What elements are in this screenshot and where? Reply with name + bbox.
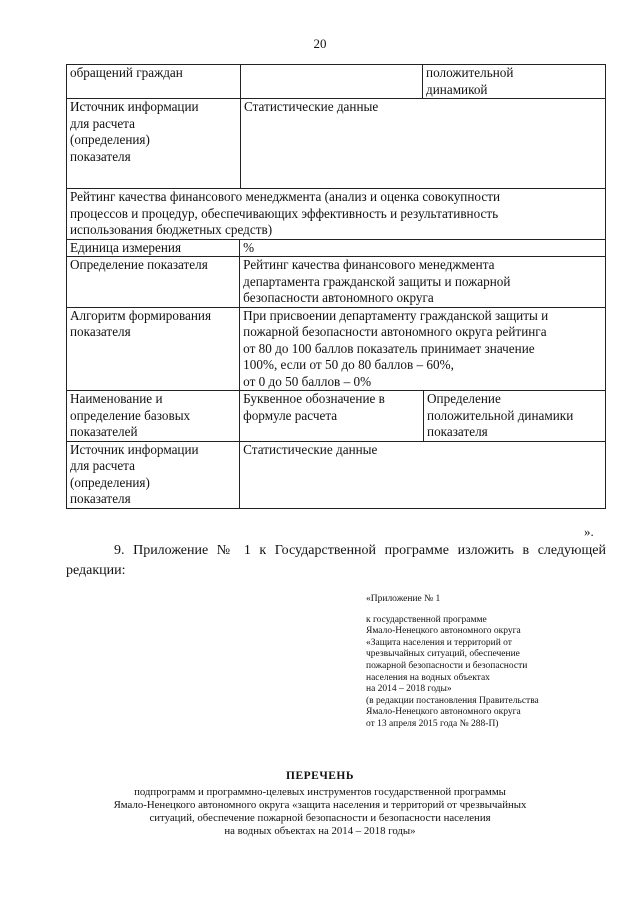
cell-text: динамикой xyxy=(426,81,488,97)
cell-text: для расчета xyxy=(70,115,135,131)
cell-text: 100%, если от 50 до 80 баллов – 60%, xyxy=(243,357,454,372)
appendix-line: пожарной безопасности и безопасности xyxy=(366,660,528,671)
cell-text: положительной xyxy=(426,65,514,80)
cell-text: от 0 до 50 баллов – 0% xyxy=(243,373,372,389)
table-title-cell xyxy=(67,189,606,240)
appendix-line: от 13 апреля 2015 года № 288-П) xyxy=(366,718,499,729)
table-row xyxy=(67,441,606,508)
cell-text: Наименование и xyxy=(70,391,163,406)
cell-text: процессов и процедур, обеспечивающих эффективность и результативность xyxy=(70,205,499,221)
cell-text: Рейтинг качества финансового менеджмента (анализ и оценка совокупности xyxy=(70,189,501,204)
table-cell xyxy=(67,65,241,99)
cell-text: определение базовых xyxy=(70,407,191,423)
table-cell xyxy=(67,99,241,189)
table-cell: Статистические данные xyxy=(240,441,606,508)
table-cell xyxy=(67,441,240,508)
table-cell xyxy=(241,99,606,189)
table-row xyxy=(67,391,606,442)
cell-text: Источник информации xyxy=(70,99,199,114)
closing-quote: ». xyxy=(584,524,594,539)
page-number: 20 xyxy=(313,36,327,51)
cell-text: показателя xyxy=(70,324,131,339)
table-cell xyxy=(67,307,240,391)
cell-text: Буквенное обозначение в xyxy=(243,391,385,406)
table-row xyxy=(67,307,606,391)
table-cell xyxy=(423,65,606,99)
cell-text: Источник информации xyxy=(70,441,199,457)
cell-text: от 80 до 100 баллов показатель принимает значение xyxy=(243,340,535,356)
table-cell xyxy=(241,65,423,99)
table-row xyxy=(67,65,606,99)
table-row xyxy=(67,257,606,308)
cell-text: Алгоритм формирования xyxy=(70,307,212,323)
subtitle-line: на водных объектах на 2014 – 2018 годы» xyxy=(224,825,416,837)
appendix-header xyxy=(366,594,606,731)
table-cell: Определение показателя xyxy=(67,257,240,308)
indicator-table xyxy=(66,188,606,509)
appendix-line: к государственной программе xyxy=(366,614,487,625)
list-title: ПЕРЕЧЕНЬ xyxy=(286,770,354,782)
cell-text: Определение xyxy=(427,391,501,406)
table-row xyxy=(67,239,606,257)
appendix-line: на 2014 – 2018 годы» xyxy=(366,684,452,695)
appendix-line: «Приложение № 1 xyxy=(366,594,441,604)
list-subtitle xyxy=(80,786,560,838)
table-cell xyxy=(424,391,606,442)
table-row xyxy=(67,189,606,240)
cell-text: безопасности автономного округа xyxy=(243,290,434,305)
table-cell xyxy=(240,307,606,391)
cell-text: показателя xyxy=(427,424,488,439)
table-cell xyxy=(240,391,424,442)
cell-text: обращений граждан xyxy=(70,65,183,80)
cell-text: (определения) xyxy=(70,132,150,147)
table-cell: % xyxy=(240,239,606,257)
cell-text: Статистические данные xyxy=(244,99,379,114)
appendix-line: Ямало-Ненецкого автономного округа xyxy=(366,707,521,718)
indicator-table-continued xyxy=(66,64,606,189)
appendix-line: чрезвычайных ситуаций, обеспечение xyxy=(366,649,520,660)
item-9-paragraph: 9. Приложение № 1 к Государственной программе изложить в следующей редакции: xyxy=(66,543,606,578)
cell-text: показателей xyxy=(70,424,138,439)
appendix-line: Ямало-Ненецкого автономного округа xyxy=(366,626,521,637)
cell-text: При присвоении департаменту гражданской защиты и xyxy=(243,307,549,323)
cell-text: департамента гражданской защиты и пожарной xyxy=(243,273,511,289)
cell-text: показателя xyxy=(70,491,131,506)
subtitle-line: Ямало-Ненецкого автономного округа «защита населения и территорий от чрезвычайных xyxy=(113,799,527,811)
cell-text: для расчета xyxy=(70,458,135,473)
subtitle-line: подпрограмм и программно-целевых инструментов государственной программы xyxy=(134,786,506,798)
appendix-line: «Защита населения и территорий от xyxy=(366,637,512,648)
table-cell xyxy=(240,257,606,308)
cell-text: использования бюджетных средств) xyxy=(70,222,273,237)
cell-text: (определения) xyxy=(70,474,150,490)
cell-text: формуле расчета xyxy=(243,407,338,423)
appendix-spacer xyxy=(366,606,606,615)
appendix-line: (в редакции постановления Правительства xyxy=(366,695,539,706)
appendix-line: населения на водных объектах xyxy=(366,672,490,683)
cell-text: Рейтинг качества финансового менеджмента xyxy=(243,257,495,272)
subtitle-line: ситуаций, обеспечение пожарной безопасности и безопасности населения xyxy=(149,812,491,824)
cell-text: пожарной безопасности автономного округа рейтинга xyxy=(243,324,547,339)
table-cell: Единица измерения xyxy=(67,239,240,257)
table-cell xyxy=(67,391,240,442)
table-row xyxy=(67,99,606,189)
cell-text: показателя xyxy=(70,148,131,164)
cell-text: положительной динамики xyxy=(427,407,574,423)
